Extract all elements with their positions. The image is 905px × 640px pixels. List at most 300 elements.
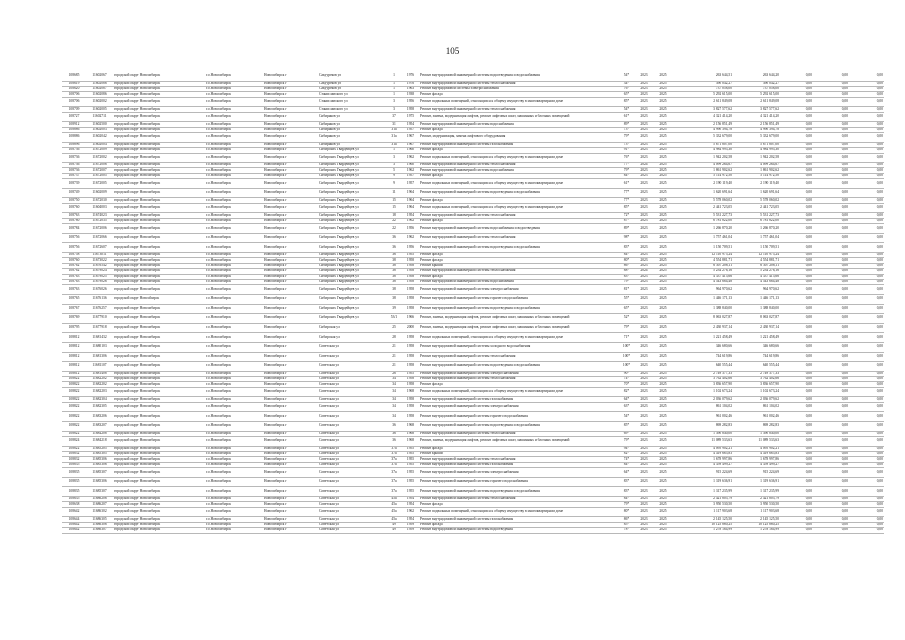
- cell-area: городской округ Новосибирск: [113, 446, 205, 451]
- cell-work: Ремонт внутридомовой инженерной системы горячего водоснабжения: [419, 412, 619, 422]
- cell-street: Сибирских Гвардейцев ул: [318, 163, 386, 168]
- cell-z2: 0,00: [813, 258, 849, 263]
- cell-from: 2023: [634, 387, 654, 397]
- cell-year: 1958: [402, 402, 419, 412]
- cell-house: 36: [386, 253, 402, 258]
- cell-from: 2023: [634, 437, 654, 447]
- cell-area: городской округ Новосибирск: [113, 122, 205, 127]
- cell-code: 11684208: [86, 431, 113, 436]
- cell-from: 2023: [634, 179, 654, 189]
- cell-num: 108642: [62, 522, 86, 527]
- table-row: [62, 507, 884, 517]
- cell-city: г.о.Новосибирск: [205, 422, 263, 432]
- cell-house: 38: [386, 279, 402, 284]
- cell-house: 36: [386, 243, 402, 253]
- table-row: [62, 387, 884, 397]
- cell-z2: 0,00: [813, 342, 849, 352]
- cell-to: 2025: [654, 224, 672, 234]
- cell-city: г.о.Новосибирск: [205, 148, 263, 153]
- cell-sum1: 744 619,86: [686, 352, 733, 362]
- cell-street: Сибирских Гвардейцев ул: [318, 253, 386, 258]
- cell-to: 2025: [654, 285, 672, 295]
- cell-sum2: 3 836 657,90: [733, 382, 780, 387]
- cell-work: Ремонт фасада: [419, 198, 619, 203]
- cell-z1: 0,00: [780, 402, 813, 412]
- cell-house: 1: [386, 92, 402, 97]
- cell-sum1: 2 036 079,62: [686, 397, 733, 402]
- cell-area: городской округ Новосibирск: [113, 294, 205, 304]
- cell-city: г.о.Новосибирск: [205, 233, 263, 243]
- cell-street: Сибиряков ул: [318, 142, 386, 147]
- cell-year: 1954: [402, 122, 419, 127]
- cell-z2: 0,00: [813, 397, 849, 402]
- table-row: [62, 402, 884, 412]
- cell-city: г.о.Новосибирск: [205, 502, 263, 507]
- cell-city: г.о.Новосибирск: [205, 528, 263, 533]
- cell-code: 11672006: [86, 224, 113, 234]
- cell-num: 108736: [62, 168, 86, 173]
- cell-year: 2000: [402, 323, 419, 333]
- cell-sum1: 4 984 995,30: [686, 148, 733, 153]
- cell-sum2: 8 063 027,87: [733, 314, 780, 324]
- cell-street: Сакууреков ул: [318, 72, 386, 81]
- cell-from: 2023: [634, 233, 654, 243]
- cell-num: 108750: [62, 198, 86, 203]
- cell-share: 83*: [619, 243, 634, 253]
- cell-num: 108709: [62, 107, 86, 112]
- cell-house: 9: [386, 179, 402, 189]
- cell-from: 2023: [634, 431, 654, 436]
- cell-share: 77*: [619, 163, 634, 168]
- cell-year: 1958: [402, 294, 419, 304]
- cell-from: 2023: [634, 522, 654, 527]
- cell-year: 1962: [402, 153, 419, 163]
- cell-city: г.о.Новосибирск: [205, 446, 263, 451]
- cell-blank: [672, 362, 686, 372]
- cell-z1: 0,00: [780, 163, 813, 168]
- cell-year: 1976: [402, 72, 419, 81]
- cell-from: 2023: [634, 127, 654, 132]
- cell-from: 2023: [634, 294, 654, 304]
- cell-city: г.о.Новосибирск: [205, 342, 263, 352]
- cell-from: 2023: [634, 86, 654, 91]
- cell-area: городской округ Новосибирск: [113, 422, 205, 432]
- cell-work: Ремонт, замена, модернизация лифтов, ремонт лифтовых шахт, машинных и блочных помещений: [419, 112, 619, 122]
- cell-sum1: 1 861 902,62: [686, 168, 733, 173]
- cell-share: 82*: [619, 387, 634, 397]
- cell-to: 2025: [654, 412, 672, 422]
- cell-street: Сибирских Гвардейцев ул: [318, 304, 386, 314]
- cell-z2: 0,00: [813, 452, 849, 457]
- cell-work: Ремонт внутридомовой инженерной системы теплоснабжения: [419, 213, 619, 218]
- cell-z1: 0,00: [780, 387, 813, 397]
- cell-from: 2023: [634, 279, 654, 284]
- cell-z1: 0,00: [780, 112, 813, 122]
- cell-sum1: 961 002,46: [686, 412, 733, 422]
- cell-city: г.о.Новосибирск: [205, 107, 263, 112]
- cell-street: Советская ул: [318, 446, 386, 451]
- cell-z2: 0,00: [813, 522, 849, 527]
- cell-house: 31а: [386, 133, 402, 143]
- cell-to: 2025: [654, 163, 672, 168]
- cell-sum2: 4 984 995,30: [733, 148, 780, 153]
- cell-year: 1958: [402, 258, 419, 263]
- cell-from: 2023: [634, 528, 654, 533]
- cell-work: Ремонт внутридомовой инженерной системы водоотведения и водоснабжения: [419, 304, 619, 314]
- cell-house: 22: [386, 218, 402, 223]
- cell-street: Сибиряков ул: [318, 127, 386, 132]
- cell-house: 15: [386, 198, 402, 203]
- cell-city: г.о.Новосибирск: [205, 279, 263, 284]
- cell-share: 85*: [619, 203, 634, 213]
- cell-street: Сибирских Гвардейцев ул: [318, 224, 386, 234]
- cell-house: 36: [386, 431, 402, 436]
- cell-year: 1955: [402, 462, 419, 467]
- cell-area: городской округ Новосибирск: [113, 457, 205, 462]
- cell-district: Новосибирск г: [263, 243, 318, 253]
- cell-z3: 0,00: [849, 333, 884, 343]
- cell-sum2: 5 671 807,00: [733, 142, 780, 147]
- cell-share: 78*: [619, 528, 634, 533]
- cell-to: 2025: [654, 112, 672, 122]
- cell-sum1: 1 317 235,99: [686, 487, 733, 497]
- cell-area: городской округ Новосибирск: [113, 97, 205, 107]
- cell-z2: 0,00: [813, 279, 849, 284]
- cell-district: Новосибирск г: [263, 294, 318, 304]
- cell-street: Сибиряков ул: [318, 112, 386, 122]
- cell-sum2: 2 430 937,14: [733, 323, 780, 333]
- cell-share: 89*: [619, 224, 634, 234]
- cell-num: 108737: [62, 173, 86, 178]
- cell-city: г.о.Новосибирск: [205, 437, 263, 447]
- cell-num: 108739: [62, 179, 86, 189]
- cell-sum1: 5 292 615,00: [686, 92, 733, 97]
- cell-street: Сибирских Гвардейцев ул: [318, 188, 386, 198]
- cell-work: Ремонт подвальных помещений, относящихся к общему имуществу в многоквартирном доме: [419, 153, 619, 163]
- cell-area: городской округ Новосибирск: [113, 81, 205, 86]
- cell-sum2: 2 036 079,62: [733, 397, 780, 402]
- cell-blank: [672, 304, 686, 314]
- cell-district: Новосибирск г: [263, 517, 318, 522]
- cell-z3: 0,00: [849, 213, 884, 218]
- cell-num: 108706: [62, 97, 86, 107]
- cell-z3: 0,00: [849, 517, 884, 522]
- cell-city: г.о.Новосибирск: [205, 142, 263, 147]
- cell-sum2: 263 644,20: [733, 72, 780, 81]
- cell-sum1: 1 620 691,64: [686, 188, 733, 198]
- cell-z3: 0,00: [849, 92, 884, 97]
- cell-z3: 0,00: [849, 203, 884, 213]
- cell-code: 11684218: [86, 437, 113, 447]
- cell-sum2: 5 292 615,00: [733, 92, 780, 97]
- cell-house: 1: [386, 81, 402, 86]
- cell-sum2: 1 446 171,13: [733, 294, 780, 304]
- cell-to: 2025: [654, 387, 672, 397]
- cell-year: 1964: [402, 203, 419, 213]
- cell-work: Ремонт внутридомовой инженерной системы электроснабжения: [419, 402, 619, 412]
- cell-z2: 0,00: [813, 81, 849, 86]
- cell-sum1: 5 671 807,00: [686, 142, 733, 147]
- cell-sum1: 1 221 458,49: [686, 333, 733, 343]
- cell-house: 1: [386, 72, 402, 81]
- cell-sum1: 737 058,00: [686, 86, 733, 91]
- cell-district: Новосибирск г: [263, 148, 318, 153]
- table-row: [62, 224, 884, 234]
- cell-to: 2025: [654, 81, 672, 86]
- cell-city: г.о.Новосибирск: [205, 179, 263, 189]
- cell-code: 11682304: [86, 397, 113, 402]
- cell-year: 1956: [402, 243, 419, 253]
- cell-sum1: 4 321 414,20: [686, 112, 733, 122]
- cell-z1: 0,00: [780, 81, 813, 86]
- cell-num: 108727: [62, 112, 86, 122]
- cell-from: 2023: [634, 342, 654, 352]
- cell-z3: 0,00: [849, 279, 884, 284]
- cell-z1: 0,00: [780, 203, 813, 213]
- cell-share: 85*: [619, 97, 634, 107]
- cell-share: 100*: [619, 352, 634, 362]
- cell-z1: 0,00: [780, 263, 813, 268]
- cell-to: 2025: [654, 198, 672, 203]
- cell-z1: 0,00: [780, 314, 813, 324]
- cell-code: 11685307: [86, 468, 113, 478]
- cell-to: 2025: [654, 517, 672, 522]
- cell-blank: [672, 528, 686, 533]
- cell-from: 2023: [634, 153, 654, 163]
- cell-city: г.о.Новосибирск: [205, 468, 263, 478]
- cell-num: 108780: [62, 218, 86, 223]
- cell-house: 31а: [386, 142, 402, 147]
- cell-sum1: 3 950 530,50: [686, 502, 733, 507]
- cell-street: Советская ул: [318, 382, 386, 387]
- cell-district: Новосибирск г: [263, 86, 318, 91]
- cell-num: 108912: [62, 122, 86, 127]
- cell-share: 94*: [619, 446, 634, 451]
- cell-city: г.о.Новосибирск: [205, 462, 263, 467]
- cell-house: 1: [386, 86, 402, 91]
- cell-to: 2025: [654, 72, 672, 81]
- cell-district: Новосибирск г: [263, 179, 318, 189]
- cell-district: Новосибирск г: [263, 198, 318, 203]
- cell-sum2: 5 578 060,02: [733, 198, 780, 203]
- cell-from: 2023: [634, 274, 654, 279]
- cell-sum1: 1 390 840,00: [686, 431, 733, 436]
- cell-to: 2025: [654, 168, 672, 173]
- cell-street: Сибиряков ул: [318, 122, 386, 127]
- cell-z1: 0,00: [780, 371, 813, 376]
- cell-work: Ремонт подвальных помещений, относящихся к общему имуществу в многоквартирном доме: [419, 203, 619, 213]
- cell-code: 11672607: [86, 243, 113, 253]
- cell-district: Новосибирск г: [263, 97, 318, 107]
- cell-sum2: 1 117 903,68: [733, 507, 780, 517]
- cell-city: г.о.Новосибирск: [205, 213, 263, 218]
- cell-district: Новосибирск г: [263, 263, 318, 268]
- cell-share: 100*: [619, 342, 634, 352]
- cell-from: 2023: [634, 72, 654, 81]
- cell-house: 31: [386, 122, 402, 127]
- cell-to: 2025: [654, 452, 672, 457]
- cell-from: 2023: [634, 198, 654, 203]
- cell-z1: 0,00: [780, 224, 813, 234]
- cell-code: 11681306: [86, 352, 113, 362]
- table-row: [62, 342, 884, 352]
- cell-district: Новосибирск г: [263, 502, 318, 507]
- cell-work: Ремонт внутридомовой инженерной системы теплоснабжения: [419, 81, 619, 86]
- cell-house: 18: [386, 213, 402, 218]
- cell-blank: [672, 323, 686, 333]
- cell-share: 98*: [619, 233, 634, 243]
- cell-share: 73*: [619, 127, 634, 132]
- cell-z3: 0,00: [849, 362, 884, 372]
- cell-z2: 0,00: [813, 294, 849, 304]
- cell-num: 108822: [62, 422, 86, 432]
- cell-district: Новосибирск г: [263, 387, 318, 397]
- cell-house: 38: [386, 274, 402, 279]
- cell-z1: 0,00: [780, 431, 813, 436]
- cell-year: 1960: [402, 148, 419, 153]
- cell-area: городской округ Новосибирск: [113, 168, 205, 173]
- cell-city: г.о.Новосибирск: [205, 362, 263, 372]
- cell-code: 11672005: [86, 173, 113, 178]
- cell-share: 52*: [619, 314, 634, 324]
- cell-district: Новосибирск г: [263, 142, 318, 147]
- cell-from: 2023: [634, 142, 654, 147]
- cell-work: Ремонт подвальных помещений, относящихся к общему имуществу в многоквартирном доме: [419, 387, 619, 397]
- cell-code: 11686306: [86, 522, 113, 527]
- cell-to: 2025: [654, 218, 672, 223]
- cell-to: 2025: [654, 233, 672, 243]
- cell-z2: 0,00: [813, 142, 849, 147]
- cell-code: 11604003: [86, 203, 113, 213]
- cell-to: 2025: [654, 203, 672, 213]
- cell-house: 21: [386, 342, 402, 352]
- cell-blank: [672, 437, 686, 447]
- cell-z1: 0,00: [780, 269, 813, 274]
- cell-street: Сибирских Гвардейцев ул: [318, 233, 386, 243]
- cell-sum2: 5 332 679,00: [733, 133, 780, 143]
- cell-sum1: 10 125 860,25: [686, 522, 733, 527]
- cell-house: 37а: [386, 462, 402, 467]
- cell-share: 64*: [619, 468, 634, 478]
- cell-area: городской округ Новосибирск: [113, 179, 205, 189]
- cell-city: г.о.Новосибирск: [205, 153, 263, 163]
- cell-district: Новосибирск г: [263, 285, 318, 295]
- cell-from: 2023: [634, 382, 654, 387]
- cell-code: 11672007: [86, 168, 113, 173]
- cell-share: 55*: [619, 294, 634, 304]
- cell-from: 2023: [634, 213, 654, 218]
- cell-sum2: 2 749 377,33: [733, 371, 780, 376]
- cell-blank: [672, 314, 686, 324]
- cell-work: Ремонт внутридомовой инженерной системы водоснабжения и водоотведения: [419, 224, 619, 234]
- cell-blank: [672, 153, 686, 163]
- cell-from: 2023: [634, 253, 654, 258]
- cell-code: 11682202: [86, 382, 113, 387]
- cell-code: 11682203: [86, 387, 113, 397]
- cell-street: Сибирских Гвардейцев ул: [318, 263, 386, 268]
- cell-district: Новосибирск г: [263, 437, 318, 447]
- cell-city: г.о.Новосибирск: [205, 163, 263, 168]
- cell-share: 72*: [619, 213, 634, 218]
- cell-z1: 0,00: [780, 362, 813, 372]
- cell-code: 11672066: [86, 233, 113, 243]
- cell-code: 11679024: [86, 269, 113, 274]
- cell-from: 2023: [634, 397, 654, 402]
- cell-house: 34: [386, 402, 402, 412]
- cell-share: 83*: [619, 487, 634, 497]
- cell-sum2: 5 531 227,73: [733, 213, 780, 218]
- cell-z3: 0,00: [849, 352, 884, 362]
- cell-to: 2025: [654, 468, 672, 478]
- cell-area: городской округ Новосибирск: [113, 274, 205, 279]
- cell-area: городской округ Новосибирск: [113, 218, 205, 223]
- cell-street: Советская ул: [318, 412, 386, 422]
- cell-sum2: 5 234 276,16: [733, 269, 780, 274]
- cell-z3: 0,00: [849, 477, 884, 487]
- cell-work: Ремонт внутридомовой инженерной системы электроснабжения: [419, 468, 619, 478]
- cell-z2: 0,00: [813, 97, 849, 107]
- cell-z3: 0,00: [849, 198, 884, 203]
- cell-code: 11685307: [86, 487, 113, 497]
- cell-sum2: 2 611 849,08: [733, 97, 780, 107]
- cell-sum1: 3 827 577,62: [686, 107, 733, 112]
- cell-year: 1956: [402, 97, 419, 107]
- cell-year: 1954: [402, 213, 419, 218]
- cell-area: городской округ Новосибирск: [113, 92, 205, 97]
- cell-area: городской округ Новосибирск: [113, 263, 205, 268]
- cell-from: 2023: [634, 412, 654, 422]
- cell-work: Ремонт крыши: [419, 452, 619, 457]
- cell-num: 108756: [62, 233, 86, 243]
- cell-house: 37а: [386, 468, 402, 478]
- table-row: [62, 412, 884, 422]
- cell-year: 1958: [402, 412, 419, 422]
- cell-z1: 0,00: [780, 437, 813, 447]
- cell-district: Новосибирск г: [263, 371, 318, 376]
- cell-district: Новосибирск г: [263, 188, 318, 198]
- cell-z3: 0,00: [849, 431, 884, 436]
- cell-blank: [672, 487, 686, 497]
- cell-city: г.о.Новосибирск: [205, 496, 263, 501]
- cell-from: 2023: [634, 224, 654, 234]
- cell-sum1: 5 332 679,00: [686, 133, 733, 143]
- cell-year: 1955: [402, 468, 419, 478]
- cell-house: 45а: [386, 517, 402, 522]
- cell-district: Новосибирск г: [263, 507, 318, 517]
- cell-from: 2023: [634, 148, 654, 153]
- cell-share: 79*: [619, 133, 634, 143]
- cell-district: Новосибирск г: [263, 402, 318, 412]
- cell-blank: [672, 243, 686, 253]
- cell-z2: 0,00: [813, 198, 849, 203]
- cell-share: 90*: [619, 371, 634, 376]
- cell-share: 100*: [619, 362, 634, 372]
- cell-from: 2023: [634, 122, 654, 127]
- cell-num: 108832: [62, 457, 86, 462]
- cell-work: Ремонт внутридомовой инженерной системы теплоснабжения: [419, 496, 619, 501]
- cell-year: 1968: [402, 387, 419, 397]
- cell-z1: 0,00: [780, 243, 813, 253]
- cell-code: 11672006: [86, 163, 113, 168]
- cell-code: 11681107: [86, 362, 113, 372]
- cell-year: 1967: [402, 142, 419, 147]
- cell-z2: 0,00: [813, 148, 849, 153]
- cell-share: 69*: [619, 431, 634, 436]
- cell-year: 1958: [402, 107, 419, 112]
- cell-work: Ремонт, замена, модернизация лифтов, ремонт лифтовых шахт, машинных и блочных помещений: [419, 314, 619, 324]
- cell-city: г.о.Новосибирск: [205, 387, 263, 397]
- cell-house: 3: [386, 153, 402, 163]
